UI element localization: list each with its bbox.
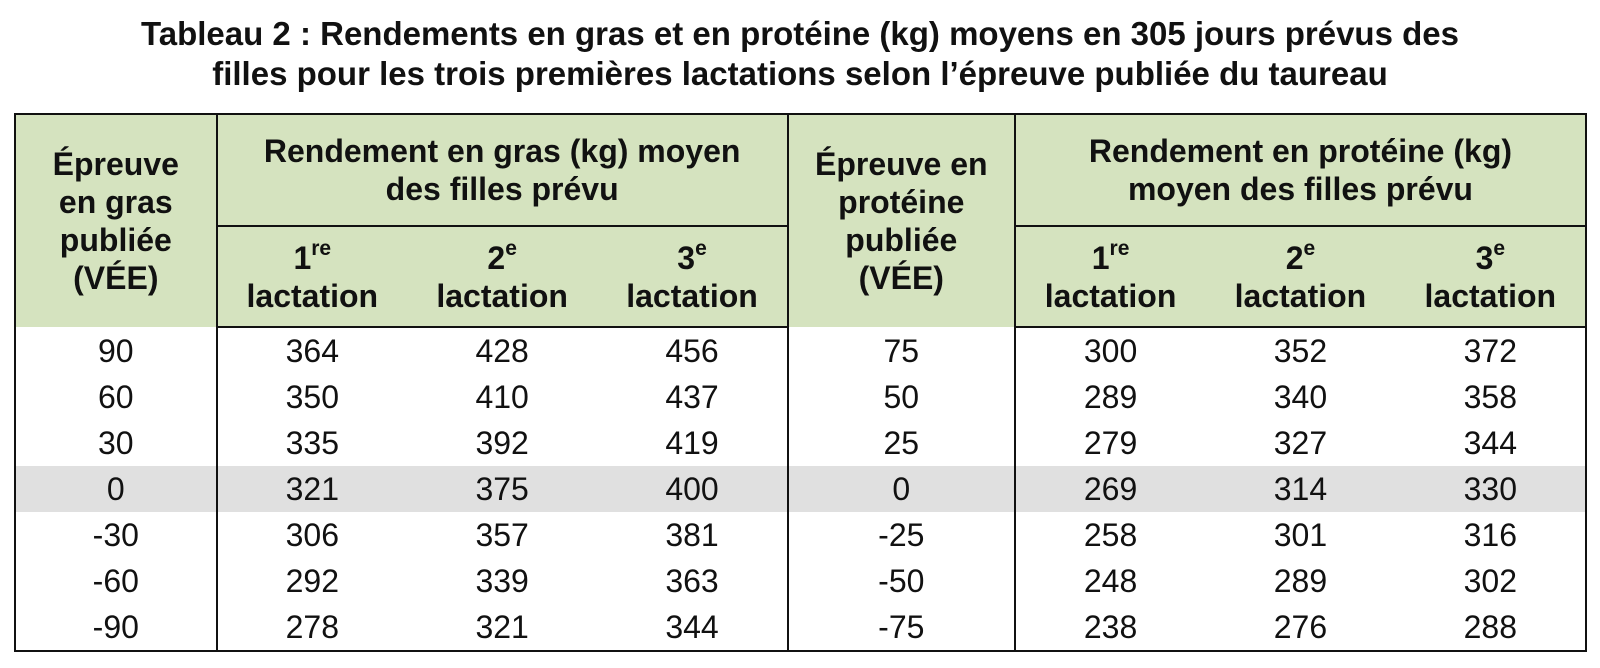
header-fat-proof: Épreuve en gras publiée (VÉE) bbox=[15, 114, 217, 327]
table-title-line-1: Tableau 2 : Rendements en gras et en protéine (kg) moyens en 305 jours prévus des bbox=[141, 15, 1459, 52]
protein-proof-cell: -50 bbox=[788, 558, 1015, 604]
protein-lactation-2-cell: 327 bbox=[1273, 425, 1328, 461]
protein-lactation-1-cell: 300 bbox=[1083, 333, 1138, 369]
header-protein-proof: Épreuve en protéine publiée (VÉE) bbox=[788, 114, 1015, 327]
protein-proof-cell: 50 bbox=[788, 374, 1015, 420]
protein-lactation-3-cell: 302 bbox=[1463, 563, 1517, 599]
fat-lactation-1-cell: 350 bbox=[285, 379, 339, 415]
header-protein-lactation-2: 2e lactation bbox=[1205, 226, 1395, 327]
header-fat-lactation-3: 3e lactation bbox=[597, 226, 787, 327]
fat-lactation-3-cell: 400 bbox=[597, 466, 787, 512]
protein-lactation-3-cell: 358 bbox=[1463, 379, 1517, 415]
fat-lactation-1-cell: 321 bbox=[217, 466, 407, 512]
fat-proof-cell: 90 bbox=[15, 327, 217, 374]
table-row bbox=[15, 512, 1586, 558]
fat-proof-cell: 30 bbox=[15, 420, 217, 466]
fat-lactation-2-cell: 375 bbox=[407, 466, 597, 512]
fat-proof-cell: 60 bbox=[15, 374, 217, 420]
fat-lactation-2-cell: 357 bbox=[475, 517, 529, 553]
protein-proof-cell: 25 bbox=[788, 420, 1015, 466]
fat-lactation-1-cell: 278 bbox=[285, 609, 339, 645]
header-protein-lactation-3: 3e lactation bbox=[1396, 226, 1586, 327]
table-title-line-2: filles pour les trois premières lactations selon l’épreuve publiée du taureau bbox=[212, 55, 1388, 92]
fat-lactation-1-cell: 292 bbox=[285, 563, 339, 599]
protein-lactation-2-cell: 314 bbox=[1205, 466, 1395, 512]
fat-proof-cell: -30 bbox=[15, 512, 217, 558]
table-row bbox=[15, 604, 1586, 651]
protein-lactation-1-cell: 269 bbox=[1015, 466, 1205, 512]
fat-proof-cell: -90 bbox=[15, 604, 217, 651]
protein-lactation-3-cell: 372 bbox=[1463, 333, 1517, 369]
table-row bbox=[15, 327, 1586, 374]
protein-lactation-2-cell: 289 bbox=[1273, 563, 1328, 599]
fat-lactation-3-cell: 381 bbox=[597, 512, 787, 558]
table-body bbox=[15, 327, 1586, 651]
fat-lactation-2-cell: 410 bbox=[475, 379, 529, 415]
table-row bbox=[15, 374, 1586, 420]
protein-lactation-2-cell: 301 bbox=[1273, 517, 1328, 553]
protein-lactation-3-cell: 344 bbox=[1463, 425, 1517, 461]
fat-proof-cell: 0 bbox=[15, 466, 217, 512]
fat-lactation-2-cell: 428 bbox=[475, 333, 529, 369]
protein-lactation-1-cell: 248 bbox=[1083, 563, 1138, 599]
protein-lactation-3-cell: 288 bbox=[1463, 609, 1517, 645]
fat-lactation-1-cell: 364 bbox=[285, 333, 339, 369]
header-protein-lactation-1: 1re lactation bbox=[1015, 226, 1205, 327]
fat-lactation-3-cell: 419 bbox=[597, 420, 787, 466]
protein-lactation-1-cell: 238 bbox=[1083, 609, 1138, 645]
protein-lactation-2-cell: 352 bbox=[1273, 333, 1328, 369]
protein-lactation-1-cell: 289 bbox=[1083, 379, 1138, 415]
protein-proof-cell: -25 bbox=[788, 512, 1015, 558]
protein-proof-cell: 0 bbox=[788, 466, 1015, 512]
protein-lactation-1-cell: 279 bbox=[1083, 425, 1138, 461]
fat-lactation-3-cell: 344 bbox=[597, 604, 787, 651]
protein-proof-cell: 75 bbox=[788, 327, 1015, 374]
table-title bbox=[0, 0, 1600, 94]
header-fat-lactation-1: 1re lactation bbox=[217, 226, 407, 327]
protein-lactation-1-cell: 258 bbox=[1083, 517, 1138, 553]
fat-lactation-3-cell: 456 bbox=[597, 327, 787, 374]
yield-table bbox=[14, 113, 1587, 652]
table-row bbox=[15, 558, 1586, 604]
protein-lactation-2-cell: 340 bbox=[1273, 379, 1328, 415]
header-protein-yield-group: Rendement en protéine (kg) moyen des filles prévu bbox=[1015, 114, 1586, 226]
header-fat-yield-group: Rendement en gras (kg) moyen des filles prévu bbox=[217, 114, 788, 226]
table-row bbox=[15, 420, 1586, 466]
header-fat-lactation-2: 2e lactation bbox=[407, 226, 597, 327]
fat-lactation-1-cell: 335 bbox=[285, 425, 339, 461]
protein-proof-cell: -75 bbox=[788, 604, 1015, 651]
fat-lactation-2-cell: 392 bbox=[475, 425, 529, 461]
fat-lactation-2-cell: 321 bbox=[475, 609, 529, 645]
table-row-highlighted bbox=[15, 466, 1586, 512]
protein-lactation-2-cell: 276 bbox=[1273, 609, 1328, 645]
protein-lactation-3-cell: 330 bbox=[1396, 466, 1586, 512]
fat-lactation-1-cell: 306 bbox=[285, 517, 339, 553]
protein-lactation-3-cell: 316 bbox=[1463, 517, 1517, 553]
fat-lactation-3-cell: 437 bbox=[597, 374, 787, 420]
fat-lactation-3-cell: 363 bbox=[597, 558, 787, 604]
fat-lactation-2-cell: 339 bbox=[475, 563, 529, 599]
fat-proof-cell: -60 bbox=[15, 558, 217, 604]
